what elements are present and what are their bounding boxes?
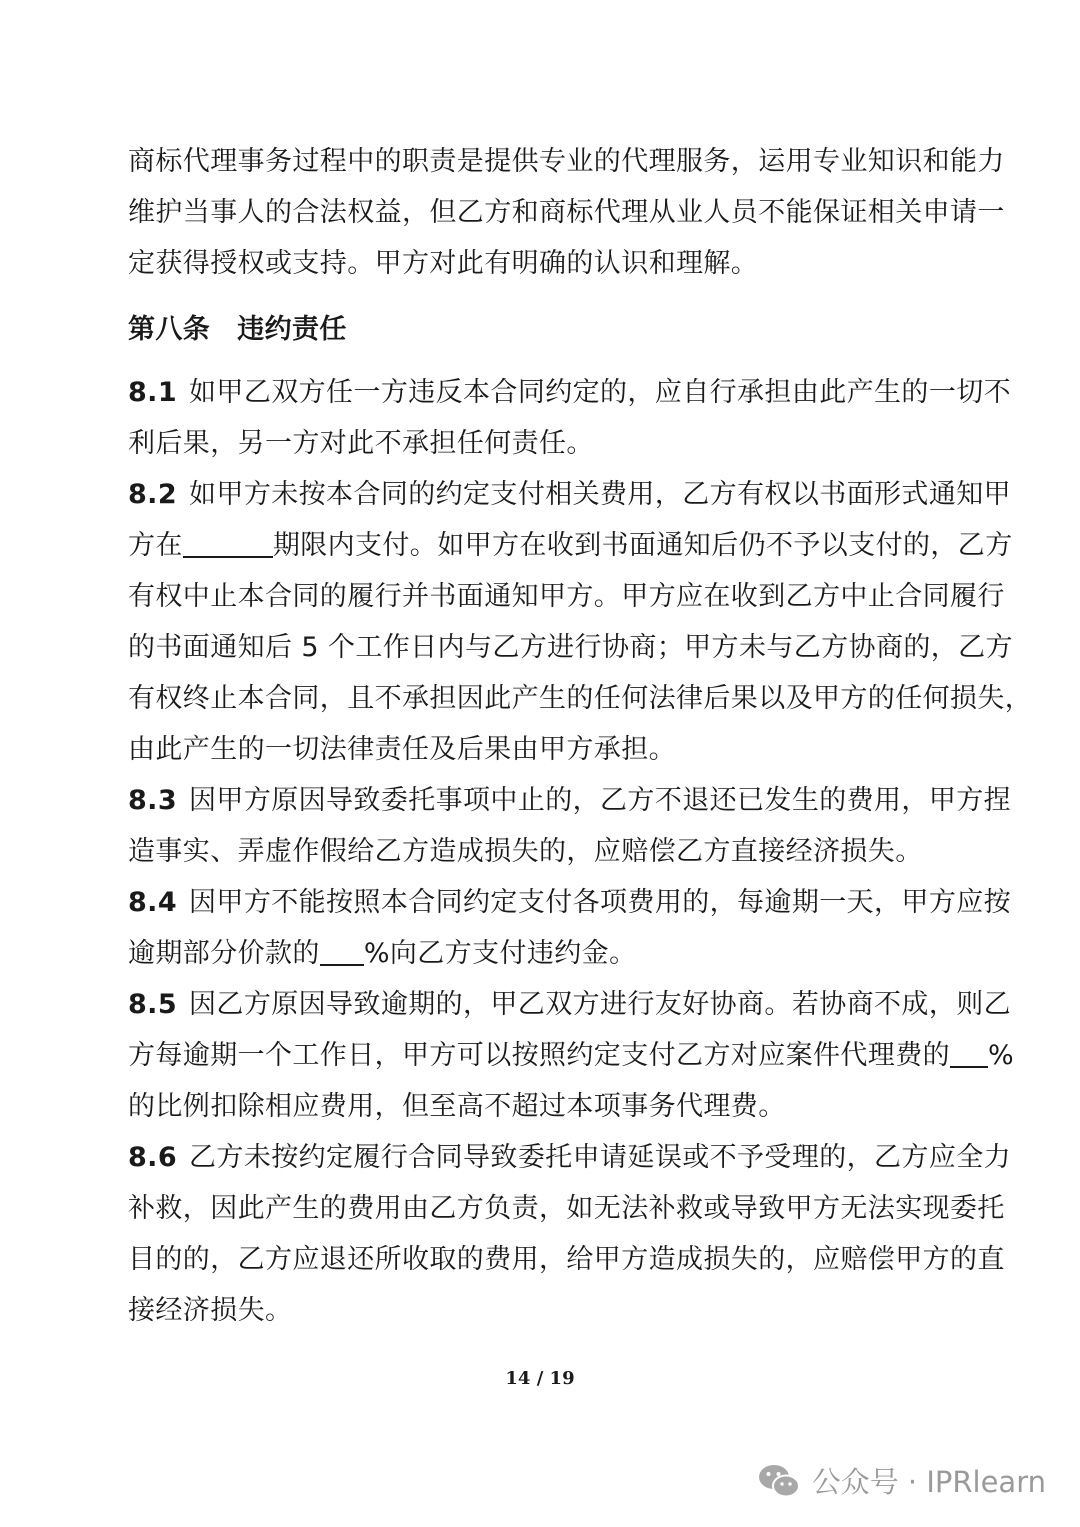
clause-8-5-line-2 [128, 1030, 1015, 1081]
wechat-icon [756, 1461, 802, 1501]
page-number: 14 / 19 [505, 1368, 575, 1389]
fill-in-blank [950, 1036, 988, 1068]
intro-line-2: 维护当事人的合法权益，但乙方和商标代理从业人员不能保证相关申请一 [128, 197, 1005, 228]
intro-line-3: 定获得授权或支持。甲方对此有明确的认识和理解。 [128, 248, 759, 279]
clause-8-5-line-1 [128, 979, 1012, 1030]
clause-text: % [988, 1040, 1015, 1071]
clause-number: 8.5 [128, 989, 178, 1020]
clause-text: 如甲乙双方任一方违反本合同约定的，应自行承担由此产生的一切不 [189, 377, 1012, 408]
clause-number: 8.3 [128, 785, 178, 816]
article-title: 违约责任 [237, 314, 347, 345]
clause-number: 8.4 [128, 887, 178, 918]
clause-8-2-line-2 [128, 520, 1013, 571]
clause-8-4-line-2 [128, 928, 958, 979]
clause-text: 期限内支付。如甲方在收到书面通知后仍不予以支付的，乙方 [272, 530, 1013, 561]
section-heading [128, 304, 347, 355]
clause-number: 8.6 [128, 1142, 178, 1173]
clause-text: 方每逾期一个工作日，甲方可以按照约定支付乙方对应案件代理费的 [128, 1040, 950, 1071]
clause-8-6-line-3: 目的的，乙方应退还所收取的费用，给甲方造成损失的，应赔偿甲方的直 [128, 1244, 1005, 1275]
watermark-text: 公众号 · IPRlearn [811, 1465, 1046, 1499]
clause-text: 乙方未按约定履行合同导致委托申请延误或不予受理的，乙方应全力 [189, 1142, 1012, 1173]
clause-8-6-line-4: 接经济损失。 [128, 1295, 293, 1326]
fill-in-blank [320, 934, 364, 966]
clause-8-3-line-2: 造事实、弄虚作假给乙方造成损失的，应赔偿乙方直接经济损失。 [128, 836, 923, 867]
intro-paragraph [128, 136, 1005, 289]
clause-text: 方在 [128, 530, 183, 561]
clauses [128, 367, 1033, 1336]
clause-8-2-line-5: 有权终止本合同，且不承担因此产生的任何法律后果以及甲方的任何损失， [128, 683, 1033, 714]
clause-number: 8.1 [128, 377, 178, 408]
watermark [756, 1460, 1046, 1501]
clause-text: 如甲方未按本合同的约定支付相关费用，乙方有权以书面形式通知甲 [189, 479, 1012, 510]
clause-8-4-line-1 [128, 877, 1012, 928]
clause-8-2-line-6: 由此产生的一切法律责任及后果由甲方承担。 [128, 734, 676, 765]
clause-text: 因甲方原因导致委托事项中止的，乙方不退还已发生的费用，甲方捏 [189, 785, 1012, 816]
clause-8-1-line-2: 利后果，另一方对此不承担任何责任。 [128, 428, 594, 459]
clause-8-1-line-1 [128, 367, 1012, 418]
clause-text: 逾期部分价款的 [128, 938, 320, 969]
clause-text: 因乙方原因导致逾期的，甲乙双方进行友好协商。若协商不成，则乙 [189, 989, 1012, 1020]
article-number: 第八条 [128, 314, 211, 345]
clause-8-3-line-1 [128, 775, 1012, 826]
clause-8-2-line-4: 的书面通知后 5 个工作日内与乙方进行协商；甲方未与乙方协商的，乙方 [128, 632, 1013, 663]
clause-number: 8.2 [128, 479, 178, 510]
fill-in-blank [183, 526, 273, 558]
clause-8-6-line-2: 补救，因此产生的费用由乙方负责，如无法补救或导致甲方无法实现委托 [128, 1193, 1005, 1224]
clause-8-2-line-3: 有权中止本合同的履行并书面通知甲方。甲方应在收到乙方中止合同履行 [128, 581, 1005, 612]
clause-8-5-line-3: 的比例扣除相应费用，但至高不超过本项事务代理费。 [128, 1091, 786, 1122]
clause-text: %向乙方支付违约金。 [363, 938, 637, 969]
clause-text: 因甲方不能按照本合同约定支付各项费用的，每逾期一天，甲方应按 [189, 887, 1012, 918]
clause-8-6-line-1 [128, 1132, 1012, 1183]
clause-8-2-line-1 [128, 469, 1012, 520]
intro-line-1: 商标代理事务过程中的职责是提供专业的代理服务，运用专业知识和能力 [128, 146, 1005, 177]
